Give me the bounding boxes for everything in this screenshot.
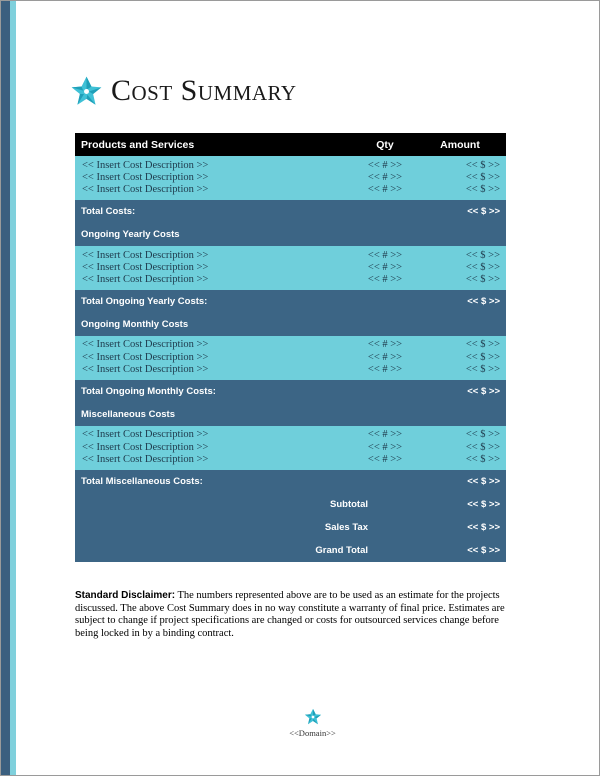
total-ongoing-monthly-amount: << $ >> [467, 385, 500, 397]
table-row [75, 351, 506, 363]
subtotal-amount: << $ >> [467, 498, 500, 510]
table-row [75, 441, 506, 453]
section-totals-4 [75, 470, 506, 562]
subtotal-row [75, 493, 506, 516]
cost-qty: << # >> [367, 261, 403, 273]
total-misc-label: Total Miscellaneous Costs: [81, 475, 203, 487]
total-misc-amount: << $ >> [467, 475, 500, 487]
disclaimer-label: Standard Disclaimer: [75, 590, 176, 601]
table-row [75, 261, 506, 273]
section-totals-1 [75, 200, 506, 246]
cost-description: << Insert Cost Description >> [82, 261, 209, 273]
table-row [75, 249, 506, 261]
grand-total-row [75, 539, 506, 562]
cost-amount: << $ >> [465, 249, 500, 261]
table-row [75, 273, 506, 285]
table-row [75, 184, 506, 196]
star-logo-icon [70, 75, 103, 108]
cost-amount: << $ >> [465, 159, 500, 171]
disclaimer [75, 590, 515, 640]
cost-description: << Insert Cost Description >> [82, 159, 209, 171]
total-costs-amount: << $ >> [467, 205, 500, 217]
cost-qty: << # >> [367, 184, 403, 196]
cost-qty: << # >> [367, 171, 403, 183]
total-ongoing-yearly-label: Total Ongoing Yearly Costs: [81, 295, 208, 307]
cost-table [75, 133, 506, 562]
total-ongoing-yearly-amount: << $ >> [467, 295, 500, 307]
cost-amount: << $ >> [465, 364, 500, 376]
cost-qty: << # >> [367, 339, 403, 351]
cost-qty: << # >> [367, 453, 403, 465]
section-heading-row [75, 223, 506, 246]
cost-qty: << # >> [367, 249, 403, 261]
cost-description: << Insert Cost Description >> [82, 184, 209, 196]
cost-qty: << # >> [367, 364, 403, 376]
section-totals-2 [75, 290, 506, 336]
footer [0, 708, 600, 738]
cost-amount: << $ >> [465, 351, 500, 363]
cost-description: << Insert Cost Description >> [82, 249, 209, 261]
cost-description: << Insert Cost Description >> [82, 441, 209, 453]
cost-description: << Insert Cost Description >> [82, 274, 209, 286]
footer-domain: <<Domain>> [289, 728, 336, 738]
cost-description: << Insert Cost Description >> [82, 453, 209, 465]
table-row [75, 159, 506, 171]
cost-amount: << $ >> [465, 171, 500, 183]
side-bar-dark [1, 1, 10, 775]
sales-tax-row [75, 516, 506, 539]
cost-qty: << # >> [367, 441, 403, 453]
cost-description: << Insert Cost Description >> [82, 429, 209, 441]
table-row [75, 453, 506, 465]
cost-qty: << # >> [367, 429, 403, 441]
total-ongoing-monthly-label: Total Ongoing Monthly Costs: [81, 385, 216, 397]
cost-description: << Insert Cost Description >> [82, 339, 209, 351]
cost-description: << Insert Cost Description >> [82, 364, 209, 376]
cost-qty: << # >> [367, 351, 403, 363]
sales-tax-amount: << $ >> [467, 521, 500, 533]
total-ongoing-yearly-row [75, 290, 506, 313]
section-totals-3 [75, 380, 506, 426]
cost-amount: << $ >> [465, 429, 500, 441]
page-title: Cost Summary [111, 74, 297, 107]
cost-qty: << # >> [367, 159, 403, 171]
cost-amount: << $ >> [465, 261, 500, 273]
total-misc-row [75, 470, 506, 493]
disclaimer-text: The numbers represented above are to be used as an estimate for the projects discussed. The above Cost Summary does in no way constitute a warranty of final price. Estimates are subject to change if project specifications are changed or costs for outsourced services change before being locked in by a binding contract. [75, 590, 505, 639]
total-costs-row [75, 200, 506, 223]
cost-items-2 [75, 246, 506, 290]
misc-heading: Miscellaneous Costs [81, 408, 175, 420]
total-ongoing-monthly-row [75, 380, 506, 403]
cost-description: << Insert Cost Description >> [82, 171, 209, 183]
title-block [70, 72, 297, 110]
subtotal-label: Subtotal [330, 498, 368, 510]
table-row [75, 171, 506, 183]
cost-items-1 [75, 156, 506, 200]
ongoing-yearly-heading: Ongoing Yearly Costs [81, 228, 180, 240]
table-row [75, 339, 506, 351]
cost-qty: << # >> [367, 274, 403, 286]
section-heading-row [75, 313, 506, 336]
section-heading-row [75, 403, 506, 426]
cost-amount: << $ >> [465, 453, 500, 465]
cost-description: << Insert Cost Description >> [82, 351, 209, 363]
cost-amount: << $ >> [465, 184, 500, 196]
cost-amount: << $ >> [465, 274, 500, 286]
grand-total-amount: << $ >> [467, 544, 500, 556]
table-header [75, 133, 506, 156]
cost-amount: << $ >> [465, 441, 500, 453]
cost-amount: << $ >> [465, 339, 500, 351]
header-products: Products and Services [81, 138, 195, 151]
cost-items-3 [75, 336, 506, 380]
header-qty: Qty [376, 138, 394, 151]
grand-total-label: Grand Total [315, 544, 368, 556]
total-costs-label: Total Costs: [81, 205, 136, 217]
table-row [75, 429, 506, 441]
table-row [75, 363, 506, 375]
header-amount: Amount [440, 138, 480, 151]
star-logo-icon [304, 708, 322, 726]
side-bar-light [10, 1, 16, 775]
cost-items-4 [75, 426, 506, 470]
sales-tax-label: Sales Tax [324, 521, 368, 533]
ongoing-monthly-heading: Ongoing Monthly Costs [81, 318, 189, 330]
